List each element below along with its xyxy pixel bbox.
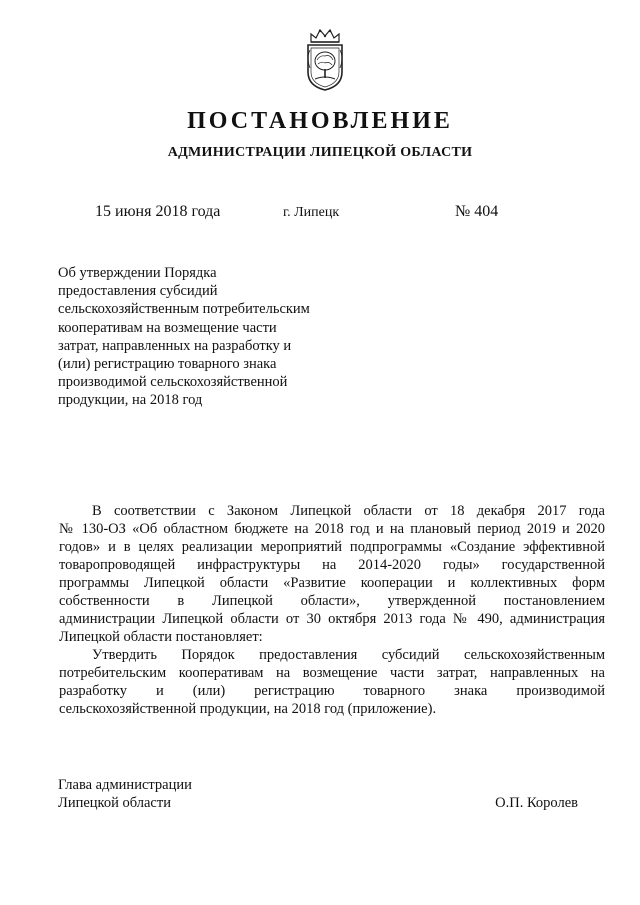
body-line: годов» и в целях реализации мероприятий подпрограммы «Создание эффективной [59, 539, 605, 555]
body-line: № 130-ОЗ «Об областном бюджете на 2018 год и на плановый период 2019 и 2020 [59, 521, 605, 537]
body-line: администрации Липецкой области от 30 октября 2013 года № 490, администрация [59, 611, 605, 627]
subject-line: Об утверждении Порядка [58, 265, 217, 281]
document-subtitle: АДМИНИСТРАЦИИ ЛИПЕЦКОЙ ОБЛАСТИ [167, 145, 473, 160]
body-line: потребительским кооперативам на возмещение части затрат, направленных на [59, 665, 605, 681]
subject-line: затрат, направленных на разработку и [58, 337, 292, 354]
document-date: 15 июня 2018 года [95, 203, 221, 220]
subject-line: продукции, на 2018 год [58, 392, 203, 409]
body-line: В соответствии с Законом Липецкой области от 18 декабря 2017 года [92, 503, 605, 519]
subject-line: производимой сельскохозяйственной [58, 374, 288, 391]
document-subject [58, 264, 348, 410]
document-title: ПОСТАНОВЛЕНИЕ [187, 108, 453, 134]
subject-line: предоставления субсидий [58, 283, 218, 300]
body-line: программы Липецкой области «Развитие кооперации и коллективных форм [59, 575, 605, 591]
document-number: № 404 [455, 203, 499, 220]
signatory-position [58, 776, 192, 812]
signatory-name: О.П. Королев [495, 795, 578, 811]
subject-line: сельскохозяйственным потребительским [58, 301, 310, 318]
signatory-position-line: Липецкой области [58, 795, 171, 811]
signatory-position-line: Глава администрации [58, 777, 192, 793]
lipetsk-coat-of-arms-icon [302, 28, 348, 92]
body-line: разработку и (или) регистрацию товарного знака производимой [59, 683, 605, 699]
body-line: сельскохозяйственной продукции, на 2018 год (приложение). [59, 701, 437, 717]
document-body [59, 502, 605, 718]
body-line: товаропроводящей инфраструктуры на 2014-2020 годы» государственной [59, 557, 605, 573]
subject-line: (или) регистрацию товарного знака [58, 356, 277, 373]
document-city: г. Липецк [283, 205, 340, 220]
subject-line: кооперативам на возмещение части [58, 319, 277, 336]
body-line: Утвердить Порядок предоставления субсидий сельскохозяйственным [92, 647, 605, 663]
body-line: Липецкой области постановляет: [59, 629, 263, 645]
body-line: собственности в Липецкой области», утвержденной постановлением [59, 593, 605, 609]
